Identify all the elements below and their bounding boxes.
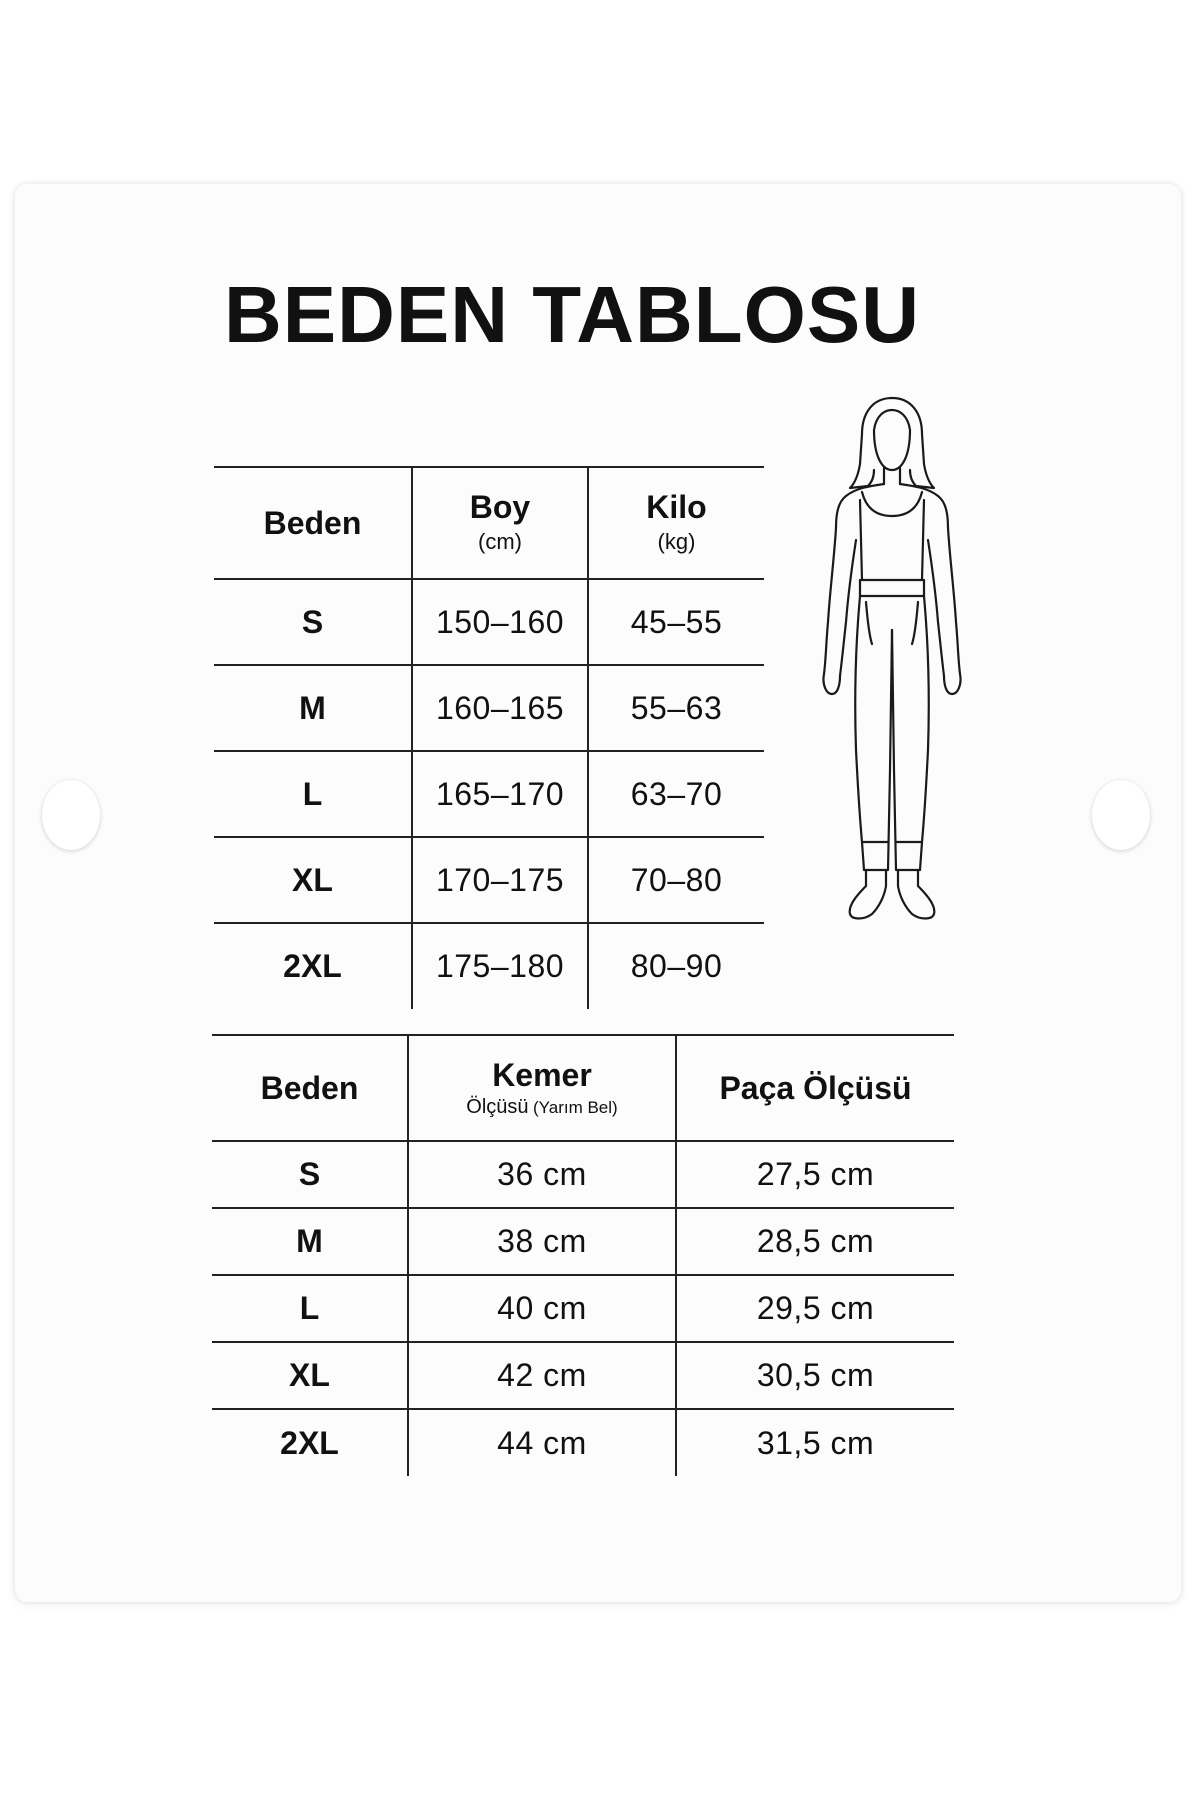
height-cell: 150–160 bbox=[412, 579, 588, 665]
height-cell: 165–170 bbox=[412, 751, 588, 837]
belt-cell: 44 cm bbox=[408, 1409, 676, 1476]
header-weight: Kilo (kg) bbox=[588, 467, 764, 579]
weight-cell: 70–80 bbox=[588, 837, 764, 923]
table-row bbox=[214, 579, 764, 665]
size-cell: S bbox=[214, 579, 412, 665]
height-weight-table bbox=[214, 466, 764, 1009]
hem-cell: 28,5 cm bbox=[676, 1208, 954, 1275]
belt-cell: 38 cm bbox=[408, 1208, 676, 1275]
belt-hem-table bbox=[212, 1034, 954, 1476]
woman-in-trousers-illustration bbox=[812, 390, 972, 960]
hem-cell: 29,5 cm bbox=[676, 1275, 954, 1342]
table-row bbox=[212, 1342, 954, 1409]
table-header-row bbox=[214, 467, 764, 579]
header-size: Beden bbox=[214, 467, 412, 579]
size-cell: L bbox=[214, 751, 412, 837]
table-row bbox=[212, 1208, 954, 1275]
page-title: BEDEN TABLOSU bbox=[224, 270, 920, 359]
belt-cell: 36 cm bbox=[408, 1141, 676, 1208]
size-cell: XL bbox=[212, 1342, 408, 1409]
previous-arrow-icon[interactable] bbox=[42, 780, 100, 850]
header-size: Beden bbox=[212, 1035, 408, 1141]
size-cell: L bbox=[212, 1275, 408, 1342]
belt-cell: 40 cm bbox=[408, 1275, 676, 1342]
header-hem: Paça Ölçüsü bbox=[676, 1035, 954, 1141]
height-cell: 170–175 bbox=[412, 837, 588, 923]
size-cell: XL bbox=[214, 837, 412, 923]
size-cell: 2XL bbox=[280, 1424, 339, 1461]
hem-cell: 30,5 cm bbox=[676, 1342, 954, 1409]
table-row bbox=[214, 923, 764, 1009]
header-belt: Kemer Ölçüsü (Yarım Bel) bbox=[408, 1035, 676, 1141]
weight-cell: 63–70 bbox=[588, 751, 764, 837]
weight-cell: 45–55 bbox=[588, 579, 764, 665]
next-arrow-icon[interactable] bbox=[1092, 780, 1150, 850]
hem-cell: 27,5 cm bbox=[676, 1141, 954, 1208]
table-row bbox=[214, 665, 764, 751]
table-row bbox=[212, 1409, 954, 1476]
belt-cell: 42 cm bbox=[408, 1342, 676, 1409]
header-height: Boy (cm) bbox=[412, 467, 588, 579]
table-header-row bbox=[212, 1035, 954, 1141]
size-cell: S bbox=[212, 1141, 408, 1208]
height-cell: 160–165 bbox=[412, 665, 588, 751]
height-cell: 175–180 bbox=[412, 923, 588, 1009]
table-row bbox=[214, 751, 764, 837]
table-row bbox=[212, 1141, 954, 1208]
size-cell: 2XL bbox=[283, 948, 342, 984]
hem-cell: 31,5 cm bbox=[676, 1409, 954, 1476]
table-row bbox=[214, 837, 764, 923]
size-cell: M bbox=[214, 665, 412, 751]
weight-cell: 55–63 bbox=[588, 665, 764, 751]
size-cell: M bbox=[212, 1208, 408, 1275]
weight-cell: 80–90 bbox=[588, 923, 764, 1009]
table-row bbox=[212, 1275, 954, 1342]
